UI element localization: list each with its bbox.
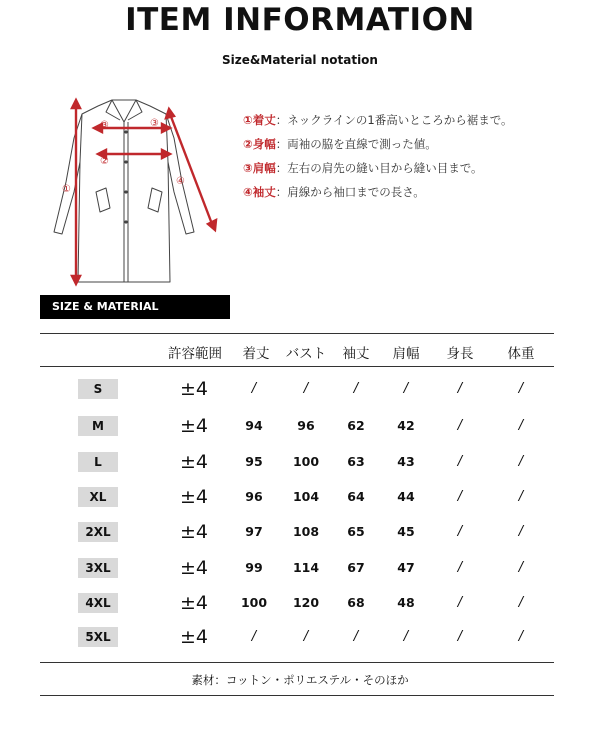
table-cell: / [303,629,309,644]
table-cell: / [457,560,463,575]
table-cell: 63 [347,454,365,469]
table-cell: / [457,381,463,396]
size-label: S [78,379,118,399]
table-cell: 48 [397,595,415,610]
table-cell: 100 [240,595,268,610]
tolerance-value: ±4 [179,451,208,473]
measurement-notes [243,108,593,204]
table-cell: / [518,381,524,396]
table-row [0,411,600,446]
table-cell: 96 [245,489,263,504]
marker-2: ② [100,156,109,167]
note-width: ②身幅：両袖の脇を直線で測った値。 [243,137,437,151]
table-cell: / [353,629,359,644]
page-title: ITEM INFORMATION [125,2,475,38]
size-label: M [78,416,118,436]
table-cell: / [457,524,463,539]
table-row [0,553,600,588]
table-cell: 97 [245,524,263,539]
table-cell: / [457,454,463,469]
table-cell: 47 [397,560,415,575]
size-label: XL [78,487,118,507]
table-cell: / [303,381,309,396]
table-cell: / [457,629,463,644]
note-sleeve: ④袖丈：肩線から袖口までの長さ。 [243,185,425,199]
material-note: 素材：コットン・ポリエステル・そのほか [191,673,409,687]
note-shoulder: ③肩幅：左右の肩先の縫い目から縫い目まで。 [243,161,483,175]
header-length: 着丈 [242,346,270,362]
table-cell: / [353,381,359,396]
table-cell: 62 [347,418,365,433]
table-row [0,622,600,657]
table-cell: / [518,595,524,610]
tolerance-value: ±4 [179,521,208,543]
marker-3b: ③ [150,118,159,129]
page-subtitle: Size&Material notation [222,53,378,67]
table-cell: 44 [397,489,415,504]
table-cell: / [518,418,524,433]
table-cell: 43 [397,454,415,469]
table-row [0,374,600,409]
table-cell: 108 [292,524,320,539]
header-height: 身長 [446,346,474,362]
header-shoulder: 肩幅 [392,346,420,362]
table-cell: 67 [347,560,365,575]
tolerance-value: ±4 [179,415,208,437]
table-top-rule [40,333,554,334]
tolerance-value: ±4 [179,486,208,508]
footer-rule [40,695,554,696]
table-cell: / [518,524,524,539]
table-cell: / [518,560,524,575]
table-cell: / [457,489,463,504]
table-cell: 114 [292,560,320,575]
table-row [0,588,600,623]
table-cell: / [457,595,463,610]
table-bottom-rule [40,662,554,663]
table-cell: 96 [297,418,315,433]
table-cell: 42 [397,418,415,433]
size-label: 4XL [78,593,118,613]
table-row [0,447,600,482]
table-header-rule [40,366,554,367]
table-cell: 68 [347,595,365,610]
table-cell: 95 [245,454,263,469]
table-cell: 64 [347,489,365,504]
tolerance-value: ±4 [179,592,208,614]
table-cell: 65 [347,524,365,539]
table-cell: / [403,629,409,644]
table-cell: 45 [397,524,415,539]
table-cell: / [518,454,524,469]
table-cell: / [251,381,257,396]
tolerance-value: ±4 [179,557,208,579]
table-cell: / [251,629,257,644]
size-label: 3XL [78,558,118,578]
table-row [0,517,600,552]
table-cell: / [457,418,463,433]
marker-1: ① [62,184,71,195]
header-bust: バスト [285,346,327,362]
table-cell: 99 [245,560,263,575]
header-sleeve: 袖丈 [342,346,370,362]
size-label: 5XL [78,627,118,647]
table-cell: 94 [245,418,263,433]
coat-diagram [40,82,240,292]
table-cell: / [518,489,524,504]
header-tolerance: 許容範囲 [168,346,222,362]
note-length: ①着丈：ネックラインの1番高いところから裾まで。 [243,113,513,127]
marker-4: ④ [176,176,185,187]
table-cell: 120 [292,595,320,610]
section-label: SIZE & MATERIAL [40,295,230,319]
table-row [0,482,600,517]
tolerance-value: ±4 [179,626,208,648]
table-cell: / [403,381,409,396]
size-label: L [78,452,118,472]
table-cell: 104 [292,489,320,504]
size-label: 2XL [78,522,118,542]
table-cell: 100 [292,454,320,469]
marker-3: ③ [100,120,109,131]
header-weight: 体重 [507,346,535,362]
table-cell: / [518,629,524,644]
tolerance-value: ±4 [179,378,208,400]
